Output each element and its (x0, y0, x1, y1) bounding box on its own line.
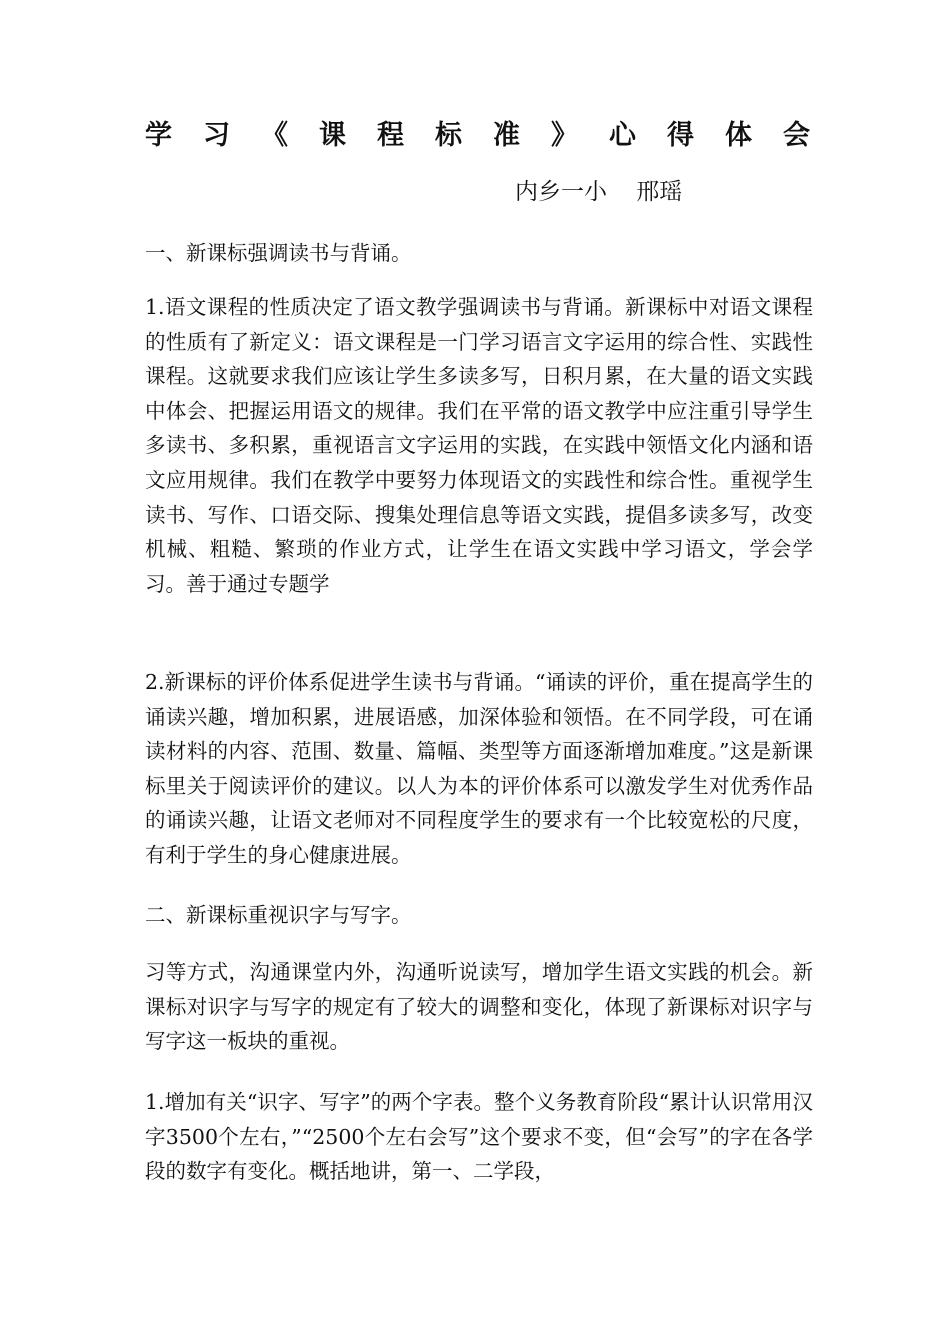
title-char: 得 (667, 120, 694, 151)
title-char: 学 (145, 120, 172, 151)
title-char: 标 (435, 120, 462, 151)
title-char: 准 (493, 120, 520, 151)
title-char: 心 (609, 120, 636, 151)
title-char: 会 (783, 120, 810, 151)
section-heading-1: 一、新课标强调读书与背诵。 (145, 241, 412, 265)
title-char: 《 (261, 120, 288, 151)
body-paragraph: 1.增加有关“识字、写字”的两个字表。整个义务教育阶段“累计认识常用汉字3500个左右，”“2500个左右会写”这个要求不变，但“会写”的字在各学段的数字有变化。概括地讲，第一、二学段， (145, 1090, 813, 1184)
body-paragraph: 2.新课标的评价体系促进学生读书与背诵。“诵读的评价，重在提高学生的诵读兴趣，增加积累，进展语感，加深体验和领悟。在不同学段，可在诵读材料的内容、范围、数量、篇幅、类型等方面逐渐增加难度。”这是新课标里关于阅读评价的建议。以人为本的评价体系可以激发学生对优秀作品的诵读兴趣，让语文老师对不同程度学生的要求有一个比较宽松的尺度，有利于学生的身心健康进展。 (145, 670, 813, 867)
title-char: 课 (319, 120, 346, 151)
title-char: 体 (725, 120, 752, 151)
body-paragraph: 习等方式，沟通课堂内外，沟通听说读写，增加学生语文实践的机会。新课标对识字与写字的规定有了较大的调整和变化，体现了新课标对识字与写字这一板块的重视。 (145, 960, 813, 1054)
title-char: 程 (377, 120, 404, 151)
author-line: 内乡一小 邢瑶 (515, 179, 683, 205)
title-char: 习 (203, 120, 230, 151)
document-title (145, 114, 810, 158)
section-heading-2: 二、新课标重视识字与写字。 (145, 903, 412, 927)
body-paragraph: 1.语文课程的性质决定了语文教学强调读书与背诵。新课标中对语文课程的性质有了新定义：语文课程是一门学习语言文字运用的综合性、实践性课程。这就要求我们应该让学生多读多写，日积月累，在大量的语文实践中体会、把握运用语文的规律。我们在平常的语文教学中应注重引导学生多读书、多积累，重视语言文字运用的实践，在实践中领悟文化内涵和语文应用规律。我们在教学中要努力体现语文的实践性和综合性。重视学生读书、写作、口语交际、搜集处理信息等语文实践，提倡多读多写，改变机械、粗糙、繁琐的作业方式，让学生在语文实践中学习语文，学会学习。善于通过专题学 (145, 295, 813, 596)
title-char: 》 (551, 120, 578, 151)
